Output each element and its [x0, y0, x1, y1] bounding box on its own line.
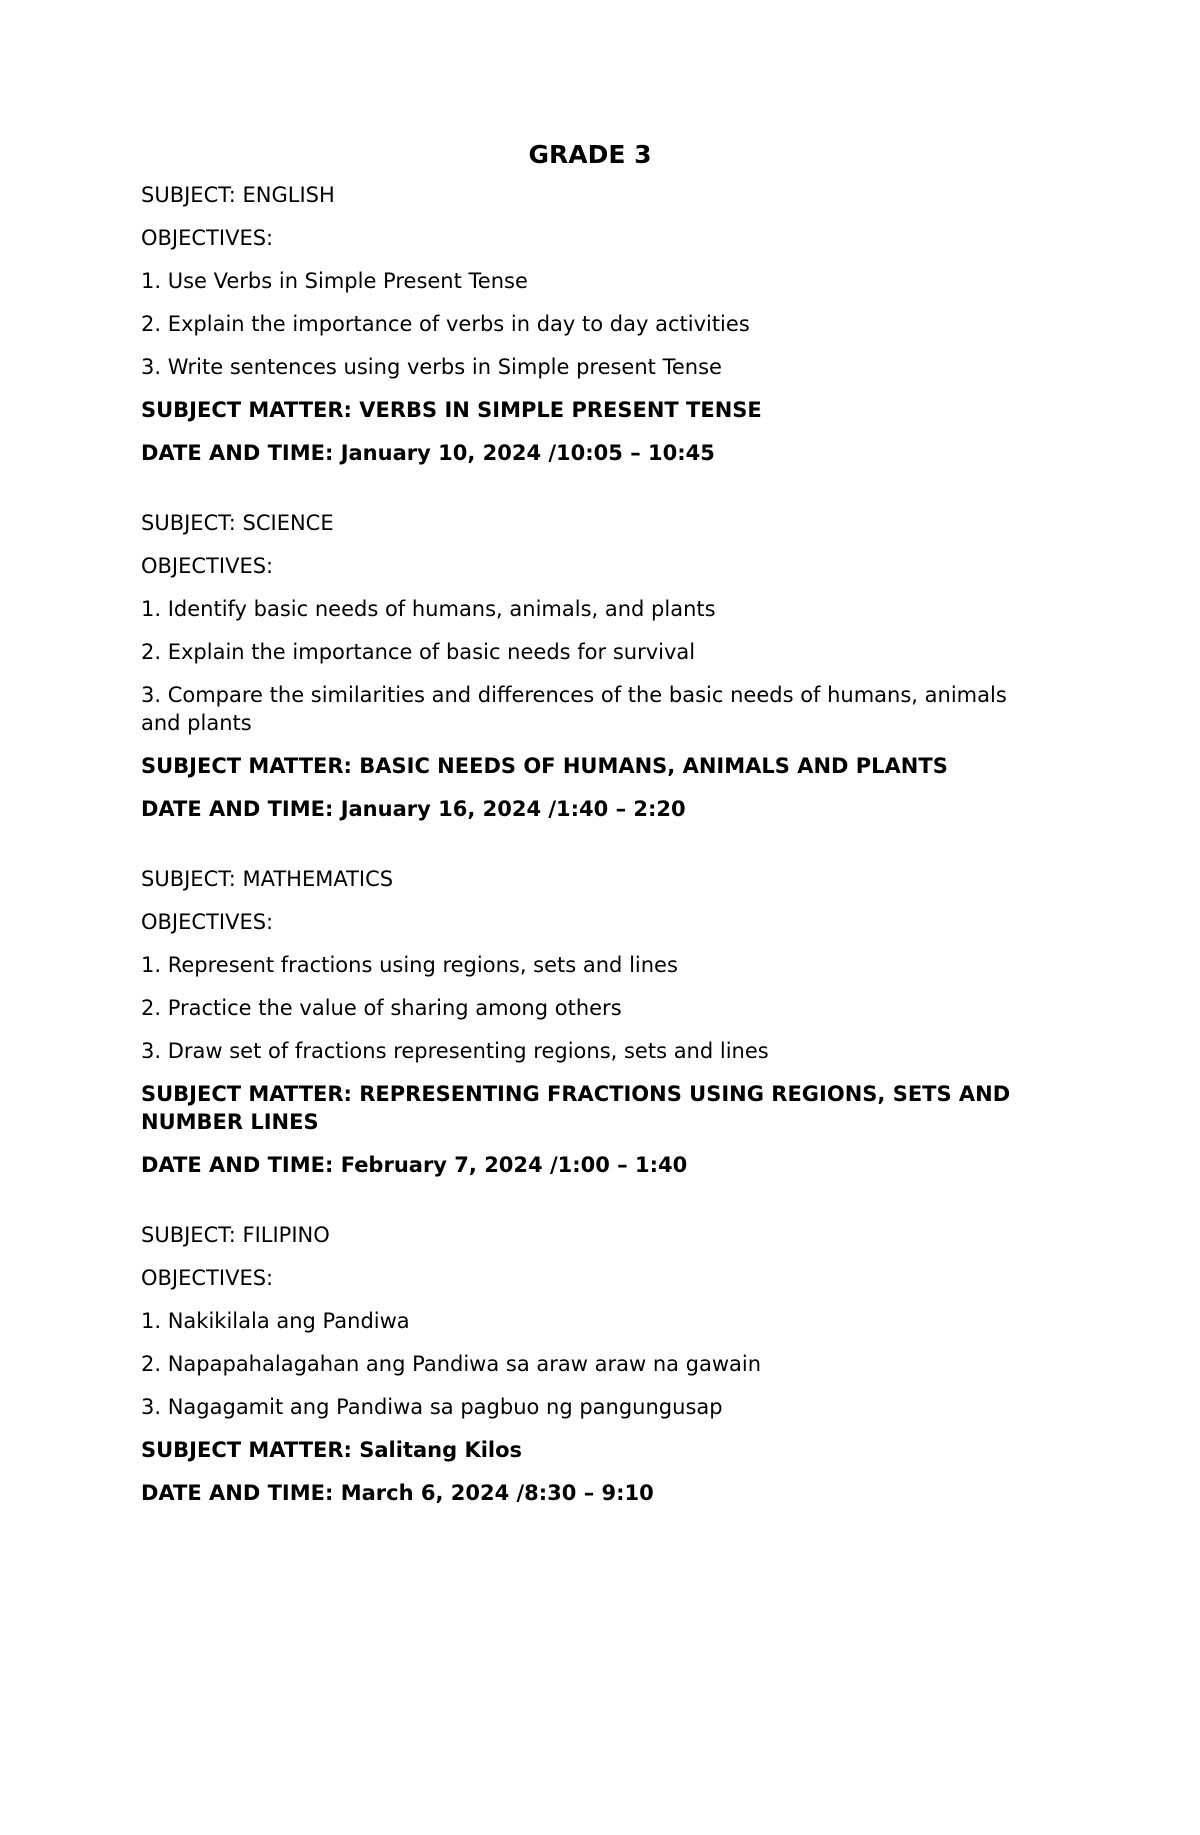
- objectives-label: OBJECTIVES:: [141, 554, 274, 578]
- objectives-list: [141, 267, 1041, 381]
- objective-item: 2. Explain the importance of basic needs for survival: [141, 640, 696, 664]
- objectives-label: OBJECTIVES:: [141, 226, 274, 250]
- objectives-label: OBJECTIVES:: [141, 910, 274, 934]
- date-and-time: DATE AND TIME: March 6, 2024 /8:30 – 9:10: [141, 1481, 654, 1505]
- section-mathematics: [141, 865, 1041, 1179]
- objective-item: 3. Compare the similarities and differences of the basic needs of humans, animals and plants: [141, 683, 1007, 735]
- document-page: [141, 138, 1041, 1507]
- objective-item: 1. Use Verbs in Simple Present Tense: [141, 269, 528, 293]
- objective-item: 1. Represent fractions using regions, sets and lines: [141, 953, 678, 977]
- subject-label: SUBJECT: MATHEMATICS: [141, 867, 394, 891]
- subject-label: SUBJECT: ENGLISH: [141, 183, 335, 207]
- objective-item: 3. Nagagamit ang Pandiwa sa pagbuo ng pangungusap: [141, 1395, 723, 1419]
- section-english: [141, 181, 1041, 467]
- objectives-list: [141, 951, 1041, 1065]
- subject-matter: SUBJECT MATTER: Salitang Kilos: [141, 1438, 523, 1462]
- subject-matter: SUBJECT MATTER: VERBS IN SIMPLE PRESENT TENSE: [141, 398, 762, 422]
- date-and-time: DATE AND TIME: January 16, 2024 /1:40 – 2:20: [141, 797, 686, 821]
- objective-item: 1. Identify basic needs of humans, animals, and plants: [141, 597, 716, 621]
- objective-item: 3. Write sentences using verbs in Simple present Tense: [141, 355, 722, 379]
- subject-label: SUBJECT: SCIENCE: [141, 511, 334, 535]
- objective-item: 2. Explain the importance of verbs in day to day activities: [141, 312, 750, 336]
- section-filipino: [141, 1221, 1041, 1507]
- objectives-list: [141, 1307, 1041, 1421]
- date-and-time: DATE AND TIME: February 7, 2024 /1:00 – 1:40: [141, 1153, 688, 1177]
- objective-item: 1. Nakikilala ang Pandiwa: [141, 1309, 410, 1333]
- subject-label: SUBJECT: FILIPINO: [141, 1223, 330, 1247]
- objectives-label: OBJECTIVES:: [141, 1266, 274, 1290]
- objective-item: 2. Practice the value of sharing among others: [141, 996, 622, 1020]
- document-title: GRADE 3: [528, 140, 652, 169]
- objectives-list: [141, 595, 1041, 737]
- subject-matter: SUBJECT MATTER: BASIC NEEDS OF HUMANS, ANIMALS AND PLANTS: [141, 754, 948, 778]
- objective-item: 2. Napapahalagahan ang Pandiwa sa araw araw na gawain: [141, 1352, 762, 1376]
- objective-item: 3. Draw set of fractions representing regions, sets and lines: [141, 1039, 769, 1063]
- section-science: [141, 509, 1041, 823]
- subject-matter: SUBJECT MATTER: REPRESENTING FRACTIONS USING REGIONS, SETS AND NUMBER LINES: [141, 1082, 1011, 1134]
- date-and-time: DATE AND TIME: January 10, 2024 /10:05 – 10:45: [141, 441, 715, 465]
